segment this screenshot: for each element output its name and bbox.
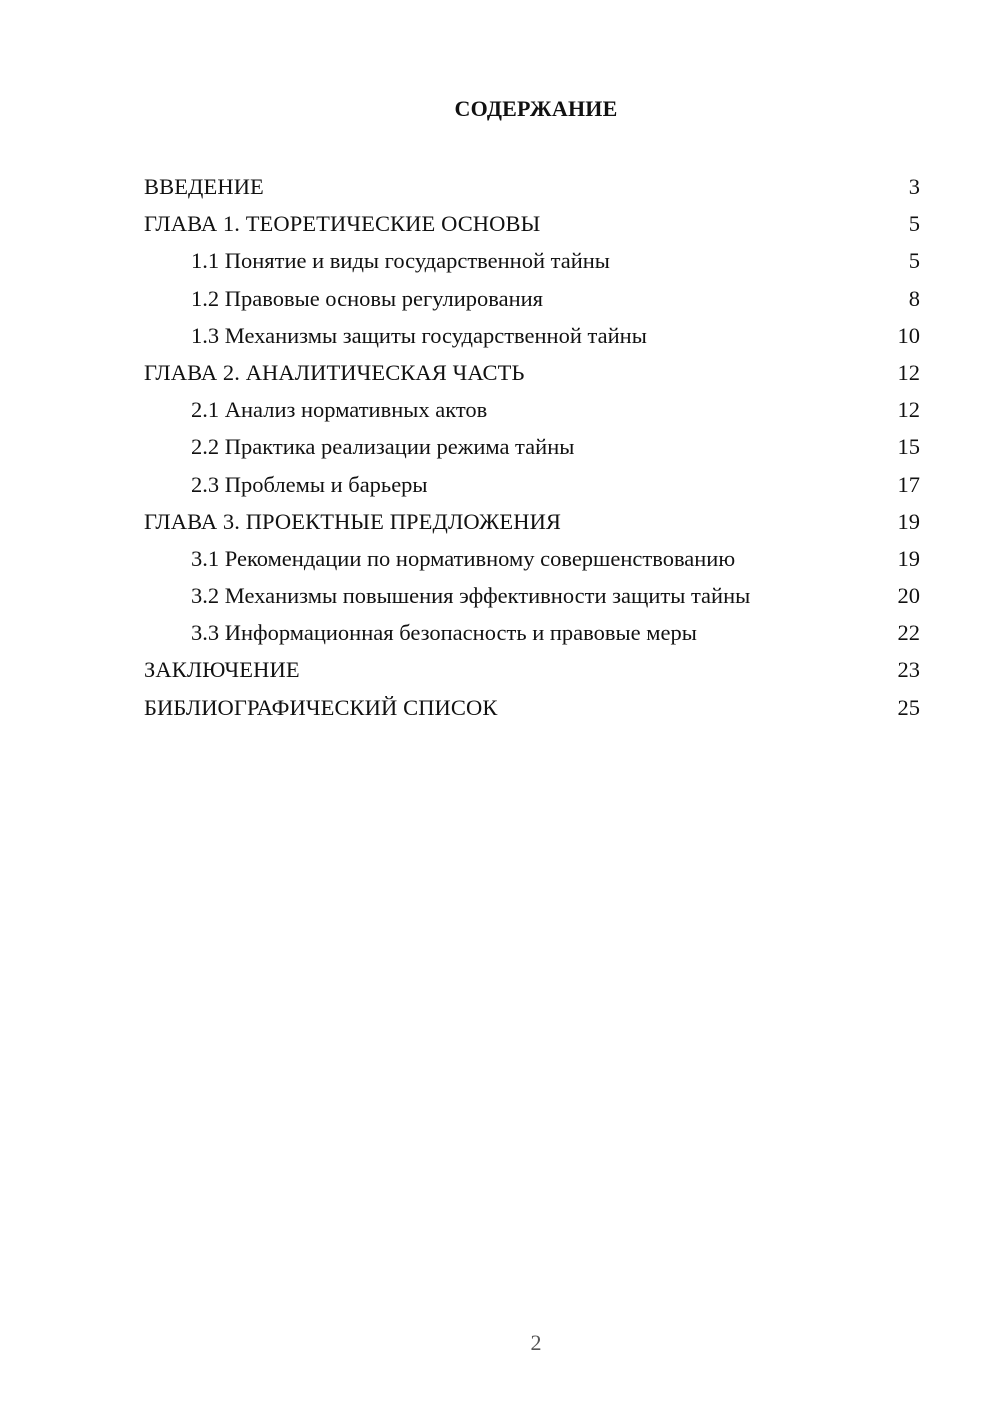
toc-entry-page: 19 — [897, 545, 920, 571]
toc-entry-page: 8 — [908, 285, 920, 311]
toc-entry-label: 3.3 Информационная безопасность и правовые меры — [191, 620, 697, 646]
toc-entry-page: 20 — [897, 583, 920, 609]
toc-entry-label: 1.1 Понятие и виды государственной тайны — [191, 248, 610, 274]
table-of-contents — [144, 168, 920, 726]
toc-entry-page: 12 — [897, 397, 920, 423]
toc-entry-label: 2.3 Проблемы и барьеры — [191, 471, 428, 497]
toc-entry-label: ГЛАВА 3. ПРОЕКТНЫЕ ПРЕДЛОЖЕНИЯ — [144, 508, 562, 534]
toc-entry-chapter-1[interactable] — [144, 205, 920, 242]
toc-entry-page: 19 — [897, 508, 920, 534]
toc-entry-page: 3 — [908, 174, 920, 199]
toc-entry-section-1-1[interactable] — [144, 242, 920, 279]
toc-entry-label: БИБЛИОГРАФИЧЕСКИЙ СПИСОК — [144, 694, 498, 720]
toc-entry-section-2-2[interactable] — [144, 428, 920, 465]
toc-entry-label: 2.1 Анализ нормативных актов — [191, 397, 488, 423]
toc-entry-introduction[interactable] — [144, 168, 920, 205]
toc-entry-section-3-3[interactable] — [144, 614, 920, 651]
toc-entry-label: ЗАКЛЮЧЕНИЕ — [144, 657, 300, 683]
toc-entry-page: 15 — [897, 434, 920, 460]
toc-entry-label: 3.1 Рекомендации по нормативному совершенствованию — [191, 545, 736, 571]
toc-entry-section-3-2[interactable] — [144, 577, 920, 614]
toc-entry-label: ГЛАВА 1. ТЕОРЕТИЧЕСКИЕ ОСНОВЫ — [144, 211, 541, 237]
toc-entry-label: 1.3 Механизмы защиты государственной тайны — [191, 322, 647, 348]
toc-entry-section-1-3[interactable] — [144, 317, 920, 354]
toc-entry-bibliography[interactable] — [144, 689, 920, 726]
toc-entry-page: 12 — [897, 359, 920, 385]
toc-entry-page: 17 — [897, 471, 920, 497]
toc-entry-page: 23 — [897, 657, 920, 683]
toc-entry-page: 10 — [897, 322, 920, 348]
toc-entry-label: 3.2 Механизмы повышения эффективности защиты тайны — [191, 583, 751, 609]
toc-entry-page: 5 — [908, 248, 920, 274]
toc-entry-section-2-3[interactable] — [144, 466, 920, 503]
toc-entry-label: ГЛАВА 2. АНАЛИТИЧЕСКАЯ ЧАСТЬ — [144, 359, 525, 385]
toc-entry-conclusion[interactable] — [144, 651, 920, 688]
toc-entry-chapter-2[interactable] — [144, 354, 920, 391]
toc-entry-section-1-2[interactable] — [144, 280, 920, 317]
page-number: 2 — [530, 1330, 542, 1355]
toc-entry-page: 25 — [897, 694, 920, 720]
toc-entry-section-3-1[interactable] — [144, 540, 920, 577]
toc-entry-page: 22 — [897, 620, 920, 646]
toc-entry-page: 5 — [908, 211, 920, 237]
toc-entry-section-2-1[interactable] — [144, 391, 920, 428]
toc-entry-chapter-3[interactable] — [144, 503, 920, 540]
toc-entry-label: 1.2 Правовые основы регулирования — [191, 285, 544, 311]
toc-entry-label: ВВЕДЕНИЕ — [144, 174, 264, 199]
page-title: СОДЕРЖАНИЕ — [454, 96, 618, 121]
toc-entry-label: 2.2 Практика реализации режима тайны — [191, 434, 575, 460]
